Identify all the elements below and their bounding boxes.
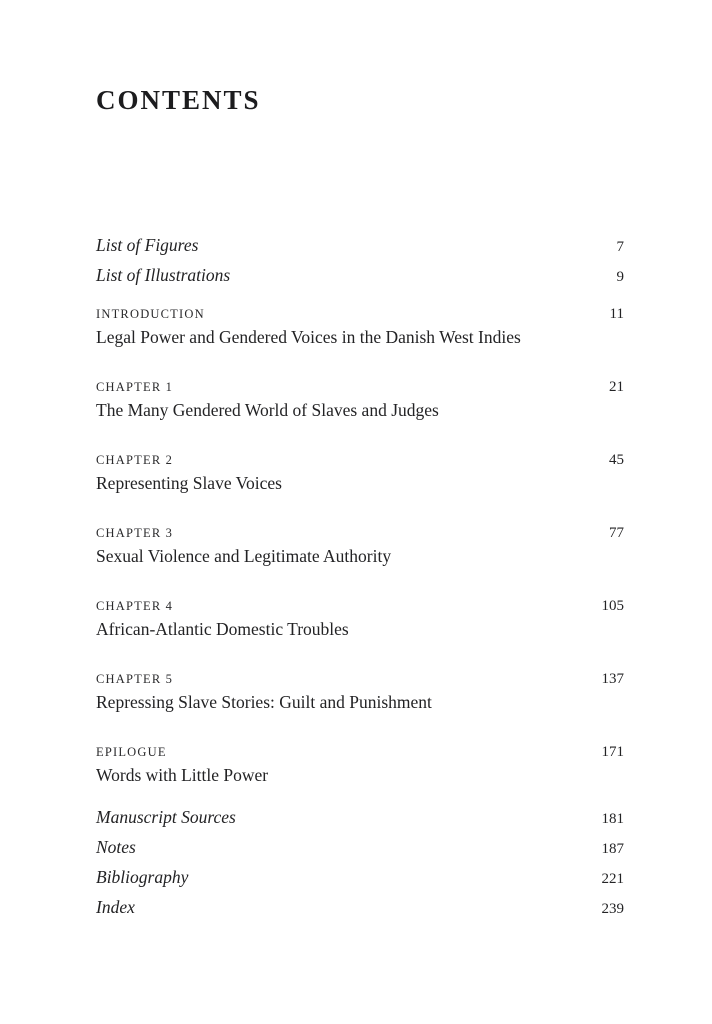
toc-entry-list-of-figures [96, 230, 624, 260]
toc-entry-page-number: 181 [601, 811, 624, 827]
toc-section-introduction [96, 304, 624, 350]
toc-entry-label: List of Figures [96, 235, 199, 255]
section-page-number: 171 [601, 744, 624, 760]
section-label: CHAPTER 2 [96, 453, 174, 467]
section-title: The Many Gendered World of Slaves and Judges [96, 400, 439, 420]
section-label: CHAPTER 4 [96, 599, 174, 613]
section-title: African-Atlantic Domestic Troubles [96, 619, 349, 639]
toc-entry-label: Manuscript Sources [96, 807, 236, 827]
section-page-number: 77 [609, 525, 624, 541]
toc-entry-page-number: 187 [601, 841, 624, 857]
toc-entry-index [96, 892, 624, 922]
section-label: CHAPTER 5 [96, 672, 174, 686]
section-heading-row [96, 523, 624, 543]
toc-entry-page-number: 239 [601, 901, 624, 917]
toc-section-epilogue [96, 742, 624, 788]
section-page-number: 137 [601, 671, 624, 687]
section-title: Words with Little Power [96, 765, 269, 785]
section-heading-row [96, 377, 624, 397]
section-heading-row [96, 742, 624, 762]
section-page-number: 11 [609, 306, 624, 322]
section-title: Legal Power and Gendered Voices in the Danish West Indies [96, 327, 521, 347]
section-heading-row [96, 304, 624, 324]
toc-entry-page-number: 9 [616, 269, 624, 285]
section-label: CHAPTER 3 [96, 526, 174, 540]
toc-entry-label: List of Illustrations [96, 265, 231, 285]
section-heading-row [96, 450, 624, 470]
page-title: CONTENTS [96, 85, 261, 115]
section-label: CHAPTER 1 [96, 380, 174, 394]
section-label: EPILOGUE [96, 745, 167, 759]
section-title: Representing Slave Voices [96, 473, 282, 493]
section-page-number: 105 [601, 598, 624, 614]
toc-entry-bibliography [96, 862, 624, 892]
toc-section-chapter-1 [96, 377, 624, 423]
toc-entry-page-number: 221 [601, 871, 624, 887]
toc-section-chapter-5 [96, 669, 624, 715]
section-label: INTRODUCTION [96, 307, 205, 321]
toc-section-chapter-4 [96, 596, 624, 642]
toc-entry-page-number: 7 [616, 239, 624, 255]
section-title: Sexual Violence and Legitimate Authority [96, 546, 392, 566]
toc-section-chapter-3 [96, 523, 624, 569]
toc-entry-label: Notes [96, 837, 136, 857]
toc-entry-list-of-illustrations [96, 260, 624, 290]
front-matter-list [96, 230, 624, 290]
toc-section-chapter-2 [96, 450, 624, 496]
section-page-number: 45 [609, 452, 624, 468]
section-heading-row [96, 596, 624, 616]
section-heading-row [96, 669, 624, 689]
toc-entry-label: Index [96, 897, 135, 917]
back-matter-list [96, 802, 624, 922]
toc-entry-notes [96, 832, 624, 862]
contents-text-block [96, 0, 624, 922]
toc-entry-manuscript-sources [96, 802, 624, 832]
toc-entry-label: Bibliography [96, 867, 189, 887]
section-page-number: 21 [609, 379, 624, 395]
section-title: Repressing Slave Stories: Guilt and Punishment [96, 692, 432, 712]
